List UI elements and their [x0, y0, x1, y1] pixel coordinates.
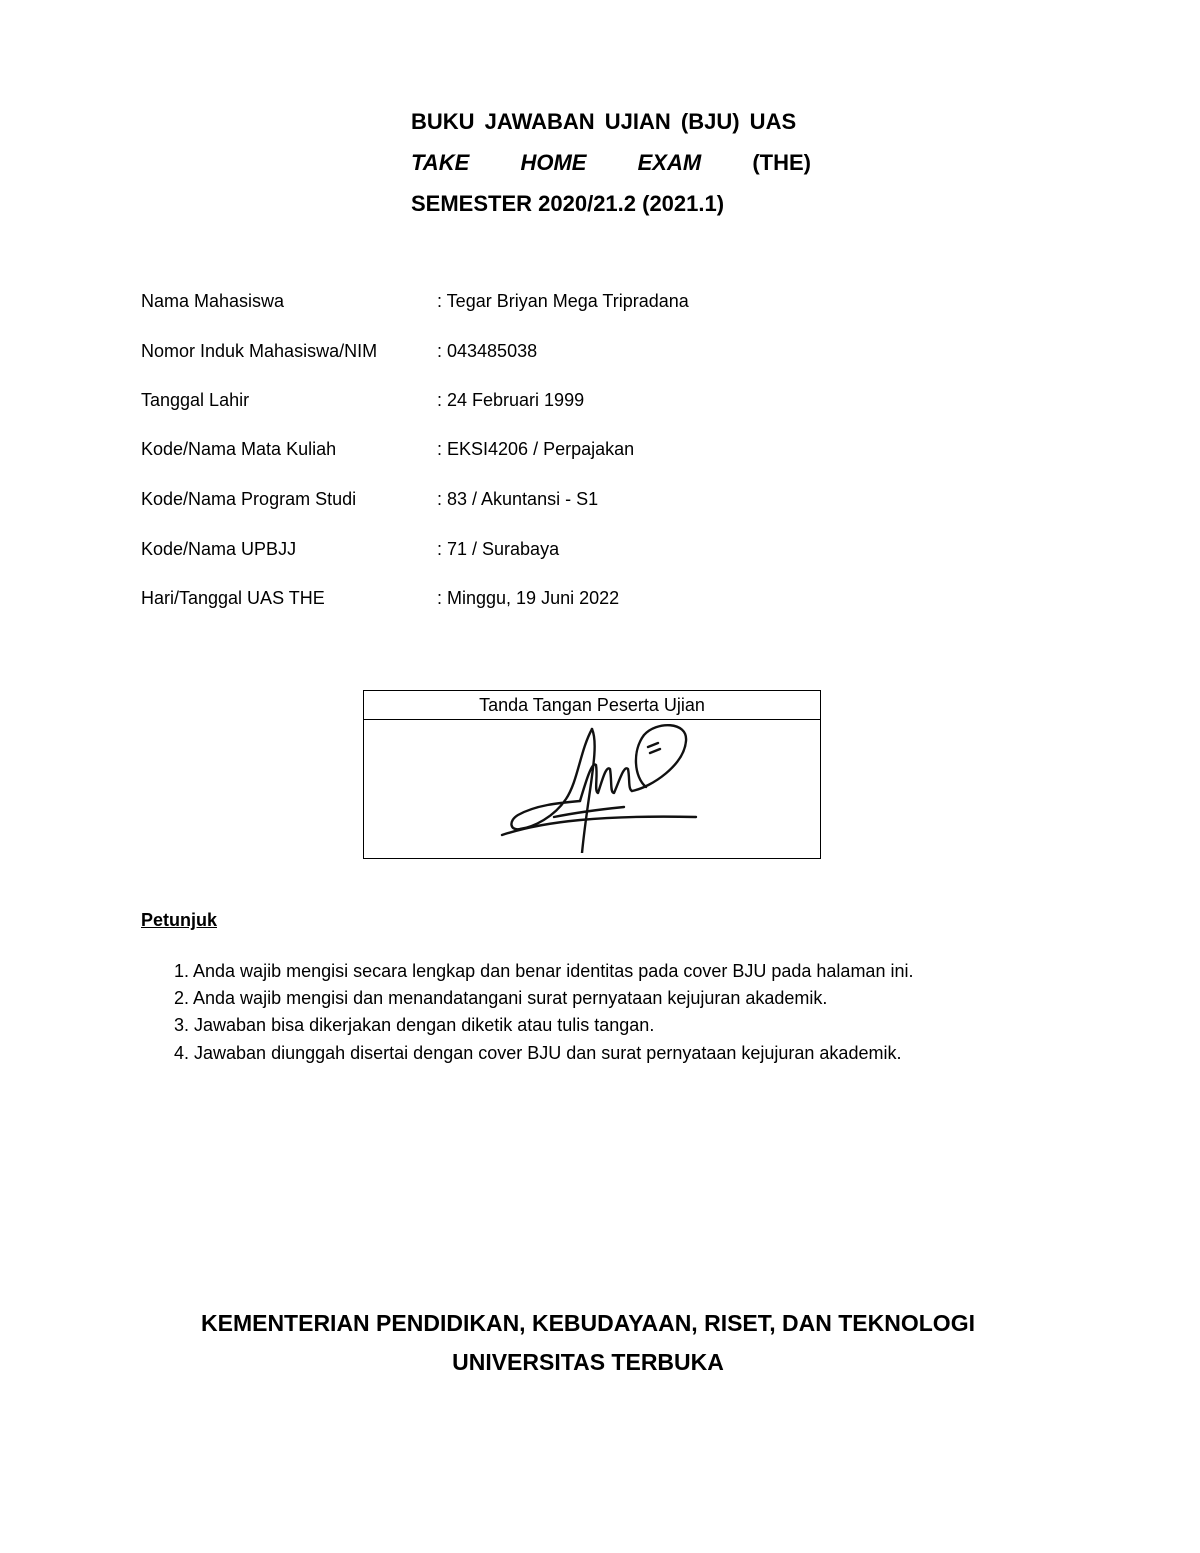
- title-word-take: TAKE: [411, 150, 470, 175]
- title-word-home: HOME: [520, 150, 587, 175]
- instructions-heading: Petunjuk: [141, 910, 218, 930]
- identity-row-program-studi: [141, 487, 1041, 511]
- identity-label: Kode/Nama Program Studi: [141, 489, 357, 509]
- identity-row-tanggal-uas: [141, 586, 1041, 610]
- identity-value: : 83 / Akuntansi - S1: [437, 489, 599, 509]
- identity-label: Nama Mahasiswa: [141, 291, 285, 311]
- identity-value: : 043485038: [437, 341, 538, 361]
- identity-row-mata-kuliah: [141, 437, 1041, 461]
- identity-value: : 71 / Surabaya: [437, 539, 560, 559]
- identity-value: : Tegar Briyan Mega Tripradana: [437, 291, 689, 311]
- instruction-item: 3. Jawaban bisa dikerjakan dengan diketik atau tulis tangan.: [174, 1015, 655, 1035]
- identity-label: Hari/Tanggal UAS THE: [141, 588, 325, 608]
- identity-label: Kode/Nama UPBJJ: [141, 539, 297, 559]
- footer-ministry: KEMENTERIAN PENDIDIKAN, KEBUDAYAAN, RISET, DAN TEKNOLOGI: [201, 1310, 975, 1336]
- instruction-item: 1. Anda wajib mengisi secara lengkap dan benar identitas pada cover BJU pada halaman ini.: [174, 961, 914, 981]
- instruction-item: 4. Jawaban diunggah disertai dengan cover BJU dan surat pernyataan kejujuran akademik.: [174, 1043, 902, 1063]
- title-line-1: BUKU JAWABAN UJIAN (BJU) UAS: [411, 109, 797, 134]
- instruction-item: 2. Anda wajib mengisi dan menandatangani surat pernyataan kejujuran akademik.: [174, 988, 828, 1008]
- signature-heading: Tanda Tangan Peserta Ujian: [364, 691, 820, 720]
- identity-row-nim: [141, 339, 1041, 363]
- title-line-3: SEMESTER 2020/21.2 (2021.1): [411, 191, 725, 216]
- identity-value: : Minggu, 19 Juni 2022: [437, 588, 620, 608]
- signature-box: [363, 690, 821, 859]
- signature-image: [484, 721, 714, 853]
- title-suffix: (THE): [752, 150, 811, 175]
- identity-label: Tanggal Lahir: [141, 390, 250, 410]
- identity-value: : 24 Februari 1999: [437, 390, 585, 410]
- identity-row-nama: [141, 289, 1041, 313]
- identity-row-upbjj: [141, 537, 1041, 561]
- identity-value: : EKSI4206 / Perpajakan: [437, 439, 635, 459]
- identity-label: Kode/Nama Mata Kuliah: [141, 439, 337, 459]
- identity-row-tanggal-lahir: [141, 388, 1041, 412]
- identity-label: Nomor Induk Mahasiswa/NIM: [141, 341, 378, 361]
- title-word-exam: EXAM: [637, 150, 702, 175]
- title-line-2: [411, 150, 811, 176]
- footer-university: UNIVERSITAS TERBUKA: [452, 1349, 724, 1375]
